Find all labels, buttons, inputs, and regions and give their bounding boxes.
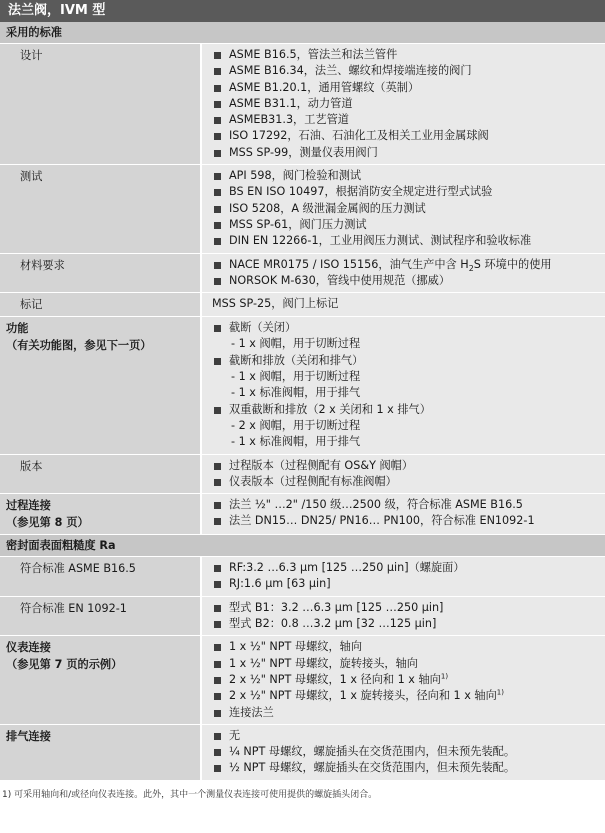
list-item: ASME B16.34，法兰、螺纹和焊接端连接的阀门 (212, 63, 601, 79)
list-item: API 598，阀门检验和测试 (212, 168, 601, 184)
row-value: MSS SP-25，阀门上标记 (201, 293, 605, 317)
bullet-square-icon (214, 621, 221, 628)
list-item: BS EN ISO 10497，根据消防安全规定进行型式试验 (212, 184, 601, 200)
list-item: 双重截断和排放（2 x 关闭和 1 x 排气） (212, 402, 601, 418)
row-design (0, 44, 605, 165)
spec-table (0, 22, 605, 781)
row-label: 测试 (0, 165, 201, 253)
row-value (201, 44, 605, 165)
row-vent-connection (0, 724, 605, 780)
sub-item: - 1 x 标准阀帽，用于排气 (231, 386, 361, 400)
row-value (201, 636, 605, 724)
bullet-square-icon (214, 693, 221, 700)
bullet-square-icon (214, 101, 221, 108)
bullet-square-icon (214, 644, 221, 651)
list-item: 法兰 ½" …2" /150 级…2500 级，符合标准 ASME B16.5 (212, 497, 601, 513)
bullet-square-icon (214, 189, 221, 196)
bullet-square-icon (214, 133, 221, 140)
list-item: ISO 5208，A 级泄漏金属阀的压力测试 (212, 201, 601, 217)
section-title: 密封面表面粗糙度 Ra (0, 535, 605, 557)
list-item: ASME B31.1，动力管道 (212, 96, 601, 112)
row-value (201, 253, 605, 293)
row-value (201, 165, 605, 253)
list-item: 1 x ½" NPT 母螺纹，轴向 (212, 639, 601, 655)
list-item: ½ NPT 母螺纹，螺旋插头在交货范围内，但未预先装配。 (212, 760, 601, 776)
list-item: 2 x ½" NPT 母螺纹，1 x 旋转接头，径向和 1 x 轴向$^{1)}$ (212, 688, 601, 704)
bullet-square-icon (214, 407, 221, 414)
list-item: 截断（关闭） (212, 320, 601, 336)
list-item: ASMEB31.3，工艺管道 (212, 112, 601, 128)
bullet-square-icon (214, 150, 221, 157)
list-item: NORSOK M-630，管线中使用规范（挪威） (212, 273, 601, 289)
row-testing (0, 165, 605, 253)
row-label: 设计 (0, 44, 201, 165)
sub-item: - 1 x 阀帽，用于切断过程 (231, 370, 361, 384)
sub-item: - 1 x 标准阀帽，用于排气 (231, 435, 361, 449)
row-function (0, 317, 605, 454)
list-item: DIN EN 12266-1，工业用阀压力测试、测试程序和验收标准 (212, 233, 601, 249)
row-label: 符合标准 EN 1092-1 (0, 596, 201, 636)
row-label: 材料要求 (0, 253, 201, 293)
list-item: ASME B1.20.1，通用管螺纹（英制） (212, 80, 601, 96)
row-value (201, 317, 605, 454)
row-material (0, 253, 605, 293)
list-item: 型式 B1：3.2 …6.3 µm [125 …250 µin] (212, 600, 601, 616)
list-item: NACE MR0175 / ISO 15156，油气生产中含 $H_2S$ 环境中的使用 (212, 257, 601, 273)
bullet-square-icon (214, 581, 221, 588)
list-item: 型式 B2：0.8 …3.2 µm [32 …125 µin] (212, 616, 601, 632)
list-item: ASME B16.5，管法兰和法兰管件 (212, 47, 601, 63)
page-title: 法兰阀，IVM 型 (0, 0, 605, 22)
list-item: ISO 17292，石油、石油化工及相关工业用金属球阀 (212, 128, 601, 144)
list-item: 截断和排放（关闭和排气） (212, 353, 601, 369)
bullet-square-icon (214, 68, 221, 75)
bullet-square-icon (214, 749, 221, 756)
row-value (201, 724, 605, 780)
sub-item: - 1 x 阀帽，用于切断过程 (231, 337, 361, 351)
bullet-square-icon (214, 325, 221, 332)
list-item: MSS SP-61，阀门压力测试 (212, 217, 601, 233)
list-item: RF:3.2 …6.3 µm [125 …250 µin]（螺旋面） (212, 560, 601, 576)
list-item: 1 x ½" NPT 母螺纹，旋转接头，轴向 (212, 656, 601, 672)
row-value (201, 454, 605, 494)
footnote-ref: 1) (440, 672, 449, 681)
list-item: 仪表版本（过程侧配有标准阀帽） (212, 474, 601, 490)
list-item: 法兰 DN15… DN25/ PN16… PN100，符合标准 EN1092-1 (212, 513, 601, 529)
row-value (201, 494, 605, 535)
list-item: 2 x ½" NPT 母螺纹，1 x 径向和 1 x 轴向$^{1)}$ (212, 672, 601, 688)
row-label: 仪表连接 （参见第 7 页的示例） (0, 636, 201, 724)
row-label: 版本 (0, 454, 201, 494)
bullet-square-icon (214, 733, 221, 740)
bullet-square-icon (214, 206, 221, 213)
bullet-square-icon (214, 85, 221, 92)
bullet-square-icon (214, 358, 221, 365)
bullet-square-icon (214, 765, 221, 772)
row-label: 过程连接 （参见第 8 页） (0, 494, 201, 535)
section-title: 采用的标准 (0, 22, 605, 44)
row-value (201, 557, 605, 597)
bullet-square-icon (214, 52, 221, 59)
bullet-square-icon (214, 173, 221, 180)
section-standards (0, 22, 605, 44)
list-item: MSS SP-99，测量仪表用阀门 (212, 145, 601, 161)
row-label: 功能 （有关功能图，参见下一页） (0, 317, 201, 454)
row-en-roughness (0, 596, 605, 636)
list-item: 连接法兰 (212, 705, 601, 721)
bullet-square-icon (214, 278, 221, 285)
footnote-ref: 1) (496, 688, 504, 697)
bullet-square-icon (214, 262, 221, 269)
bullet-square-icon (214, 222, 221, 229)
bullet-square-icon (214, 117, 221, 124)
section-roughness (0, 535, 605, 557)
bullet-square-icon (214, 661, 221, 668)
row-asme-roughness (0, 557, 605, 597)
bullet-square-icon (214, 238, 221, 245)
row-process-connection (0, 494, 605, 535)
list-item: 无 (212, 728, 601, 744)
list-item: ¼ NPT 母螺纹，螺旋插头在交货范围内，但未预先装配。 (212, 744, 601, 760)
bullet-square-icon (214, 518, 221, 525)
row-marking (0, 293, 605, 317)
bullet-square-icon (214, 463, 221, 470)
bullet-square-icon (214, 710, 221, 717)
row-instrument-connection (0, 636, 605, 724)
row-version (0, 454, 605, 494)
bullet-square-icon (214, 605, 221, 612)
sub-item: - 2 x 阀帽，用于切断过程 (231, 418, 361, 432)
footnote: 1) 可采用轴向和/或径向仪表连接。此外，其中一个测量仪表连接可使用提供的螺旋插头闭合。 (2, 789, 378, 800)
row-label: 排气连接 (0, 724, 201, 780)
bullet-square-icon (214, 565, 221, 572)
row-label: 标记 (0, 293, 201, 317)
bullet-square-icon (214, 479, 221, 486)
list-item: 过程版本（过程侧配有 OS&Y 阀帽） (212, 458, 601, 474)
bullet-square-icon (214, 677, 221, 684)
row-value (201, 596, 605, 636)
bullet-square-icon (214, 502, 221, 509)
list-item: RJ:1.6 µm [63 µin] (212, 576, 601, 592)
row-label: 符合标准 ASME B16.5 (0, 557, 201, 597)
